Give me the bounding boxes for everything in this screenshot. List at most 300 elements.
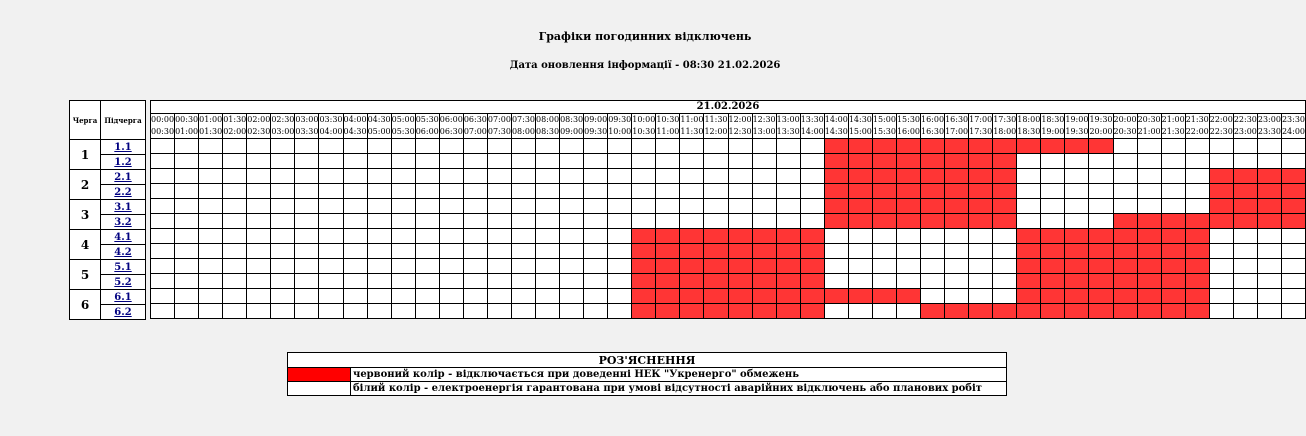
power-cell xyxy=(343,259,367,274)
slot-start: 18:30 xyxy=(1041,115,1065,124)
subqueue-link[interactable]: 2.2 xyxy=(114,186,132,198)
power-cell xyxy=(415,244,439,259)
outage-cell xyxy=(1137,289,1161,304)
outage-cell xyxy=(1257,169,1281,184)
power-cell xyxy=(1209,304,1233,319)
time-slot-header xyxy=(728,114,752,139)
slot-end: 18:00 xyxy=(993,127,1017,136)
subqueue-cell xyxy=(101,170,146,185)
slot-start: 15:00 xyxy=(872,115,896,124)
outage-cell xyxy=(1161,244,1185,259)
outage-cell xyxy=(1113,289,1137,304)
power-cell xyxy=(632,199,656,214)
power-cell xyxy=(1161,169,1185,184)
power-cell xyxy=(1257,304,1281,319)
power-cell xyxy=(872,244,896,259)
power-cell xyxy=(487,259,511,274)
power-cell xyxy=(391,229,415,244)
subqueue-cell xyxy=(101,260,146,275)
power-cell xyxy=(1137,169,1161,184)
subqueue-cell xyxy=(101,200,146,215)
power-cell xyxy=(439,139,463,154)
power-cell xyxy=(151,274,175,289)
outage-cell xyxy=(921,304,945,319)
power-cell xyxy=(511,169,535,184)
outage-cell xyxy=(1113,259,1137,274)
outage-cell xyxy=(824,169,848,184)
power-cell xyxy=(391,274,415,289)
outage-cell xyxy=(680,229,704,244)
outage-cell xyxy=(993,214,1017,229)
slot-start: 10:00 xyxy=(632,115,656,124)
power-cell xyxy=(151,229,175,244)
outage-cell xyxy=(1185,214,1209,229)
power-cell xyxy=(463,304,487,319)
outage-cell xyxy=(752,259,776,274)
power-cell xyxy=(728,169,752,184)
outage-cell xyxy=(776,259,800,274)
subqueue-link[interactable]: 3.1 xyxy=(114,201,132,213)
power-cell xyxy=(175,259,199,274)
power-cell xyxy=(560,244,584,259)
slot-start: 04:30 xyxy=(367,115,391,124)
power-cell xyxy=(391,154,415,169)
power-cell xyxy=(1185,139,1209,154)
power-cell xyxy=(1041,214,1065,229)
power-cell xyxy=(223,184,247,199)
slot-end: 13:00 xyxy=(752,127,776,136)
subqueue-link[interactable]: 4.1 xyxy=(114,231,132,243)
outage-cell xyxy=(800,289,824,304)
power-cell xyxy=(752,184,776,199)
power-cell xyxy=(199,259,223,274)
power-cell xyxy=(1137,154,1161,169)
queue-label: 4 xyxy=(70,230,101,260)
outage-cell xyxy=(776,229,800,244)
outage-cell xyxy=(824,214,848,229)
outage-cell xyxy=(1017,274,1041,289)
outage-cell xyxy=(993,169,1017,184)
power-cell xyxy=(1161,139,1185,154)
outage-cell xyxy=(800,304,824,319)
outage-cell xyxy=(1161,259,1185,274)
legend-red-text: червоний колір - відключається при доведенні НЕК "Укренерго" обмежень xyxy=(351,368,1007,382)
power-cell xyxy=(415,304,439,319)
time-slot-header xyxy=(391,114,415,139)
power-cell xyxy=(1233,244,1257,259)
power-cell xyxy=(391,199,415,214)
outage-cell xyxy=(848,214,872,229)
outage-cell xyxy=(848,289,872,304)
slot-end: 02:30 xyxy=(247,127,271,136)
power-cell xyxy=(656,214,680,229)
outage-cell xyxy=(896,214,920,229)
power-cell xyxy=(319,214,343,229)
power-cell xyxy=(993,289,1017,304)
outage-cell xyxy=(800,229,824,244)
power-cell xyxy=(247,244,271,259)
time-slot-header xyxy=(536,114,560,139)
queue-label: 2 xyxy=(70,170,101,200)
power-cell xyxy=(247,199,271,214)
power-cell xyxy=(1281,154,1305,169)
power-cell xyxy=(728,184,752,199)
power-cell xyxy=(752,169,776,184)
slot-start: 12:00 xyxy=(728,115,752,124)
slot-start: 00:30 xyxy=(175,115,199,124)
time-slot-header xyxy=(415,114,439,139)
power-cell xyxy=(1137,199,1161,214)
power-cell xyxy=(319,184,343,199)
power-cell xyxy=(319,169,343,184)
outage-cell xyxy=(1209,214,1233,229)
outage-cell xyxy=(848,199,872,214)
outage-cell xyxy=(776,289,800,304)
power-cell xyxy=(463,274,487,289)
power-cell xyxy=(824,244,848,259)
outage-cell xyxy=(993,304,1017,319)
outage-cell xyxy=(896,154,920,169)
power-cell xyxy=(848,274,872,289)
outage-cell xyxy=(1161,214,1185,229)
power-cell xyxy=(367,169,391,184)
slot-start: 21:00 xyxy=(1161,115,1185,124)
outage-cell xyxy=(632,304,656,319)
power-cell xyxy=(439,274,463,289)
power-cell xyxy=(536,199,560,214)
slot-start: 14:00 xyxy=(824,115,848,124)
slot-end: 17:30 xyxy=(969,127,993,136)
slot-end: 00:30 xyxy=(151,127,175,136)
power-cell xyxy=(439,229,463,244)
outage-cell xyxy=(1113,244,1137,259)
outage-cell xyxy=(872,289,896,304)
outage-cell xyxy=(1065,139,1089,154)
power-cell xyxy=(656,184,680,199)
outage-cell xyxy=(752,274,776,289)
outage-cell xyxy=(1161,304,1185,319)
outage-cell xyxy=(1185,274,1209,289)
power-cell xyxy=(584,289,608,304)
outage-cell xyxy=(728,274,752,289)
time-slot-header xyxy=(1185,114,1209,139)
slot-end: 03:00 xyxy=(271,127,295,136)
subqueue-cell xyxy=(101,305,146,320)
queue-label: 6 xyxy=(70,290,101,320)
power-cell xyxy=(1017,199,1041,214)
power-cell xyxy=(343,139,367,154)
power-cell xyxy=(343,184,367,199)
power-cell xyxy=(656,199,680,214)
time-slot-header xyxy=(872,114,896,139)
power-cell xyxy=(1137,184,1161,199)
outage-cell xyxy=(1041,274,1065,289)
power-cell xyxy=(487,169,511,184)
outage-cell xyxy=(921,139,945,154)
slot-start: 07:00 xyxy=(487,115,511,124)
power-cell xyxy=(439,289,463,304)
time-slot-header xyxy=(584,114,608,139)
power-cell xyxy=(560,304,584,319)
outage-cell xyxy=(680,289,704,304)
power-cell xyxy=(1281,274,1305,289)
outage-cell xyxy=(1113,214,1137,229)
power-cell xyxy=(175,289,199,304)
outage-cell xyxy=(728,229,752,244)
outage-cell xyxy=(752,244,776,259)
power-cell xyxy=(487,304,511,319)
subqueue-cell xyxy=(101,140,146,155)
power-cell xyxy=(1065,169,1089,184)
outage-cell xyxy=(680,274,704,289)
power-cell xyxy=(1161,154,1185,169)
power-cell xyxy=(584,229,608,244)
power-cell xyxy=(247,229,271,244)
slot-start: 19:00 xyxy=(1065,115,1089,124)
outage-cell xyxy=(752,304,776,319)
outage-cell xyxy=(945,199,969,214)
power-cell xyxy=(680,139,704,154)
power-cell xyxy=(247,259,271,274)
outage-cell xyxy=(969,154,993,169)
outage-cell xyxy=(848,169,872,184)
power-cell xyxy=(151,214,175,229)
outage-cell xyxy=(656,289,680,304)
time-slot-header xyxy=(199,114,223,139)
power-cell xyxy=(247,289,271,304)
outage-cell xyxy=(704,304,728,319)
subqueue-link[interactable]: 4.2 xyxy=(114,246,132,258)
subqueue-link[interactable]: 6.1 xyxy=(114,291,132,303)
power-cell xyxy=(824,259,848,274)
slot-end: 01:30 xyxy=(199,127,223,136)
power-cell xyxy=(511,214,535,229)
power-cell xyxy=(800,154,824,169)
outage-cell xyxy=(1065,259,1089,274)
power-cell xyxy=(247,214,271,229)
outage-cell xyxy=(945,139,969,154)
subqueue-link[interactable]: 6.2 xyxy=(114,306,132,318)
time-slot-header xyxy=(824,114,848,139)
power-cell xyxy=(800,139,824,154)
outage-cell xyxy=(824,199,848,214)
power-cell xyxy=(511,229,535,244)
power-cell xyxy=(271,274,295,289)
slot-end: 06:30 xyxy=(439,127,463,136)
power-cell xyxy=(463,289,487,304)
slot-start: 13:30 xyxy=(800,115,824,124)
slot-start: 03:00 xyxy=(295,115,319,124)
outage-cell xyxy=(993,154,1017,169)
power-cell xyxy=(319,259,343,274)
slot-end: 04:30 xyxy=(343,127,367,136)
power-cell xyxy=(608,154,632,169)
outage-cell xyxy=(1089,259,1113,274)
time-slot-header xyxy=(993,114,1017,139)
power-cell xyxy=(1281,139,1305,154)
power-cell xyxy=(247,304,271,319)
power-cell xyxy=(247,139,271,154)
power-cell xyxy=(439,304,463,319)
power-cell xyxy=(271,244,295,259)
power-cell xyxy=(945,229,969,244)
power-cell xyxy=(824,274,848,289)
power-cell xyxy=(896,244,920,259)
outage-cell xyxy=(632,274,656,289)
outage-cell xyxy=(848,184,872,199)
power-cell xyxy=(656,139,680,154)
slot-end: 08:30 xyxy=(536,127,560,136)
outage-cell xyxy=(1209,184,1233,199)
time-slot-header xyxy=(439,114,463,139)
outage-cell xyxy=(1257,214,1281,229)
power-cell xyxy=(704,154,728,169)
outage-cell xyxy=(824,184,848,199)
slot-end: 15:30 xyxy=(872,127,896,136)
time-slot-header xyxy=(367,114,391,139)
outage-cell xyxy=(1041,304,1065,319)
outage-cell xyxy=(1041,229,1065,244)
power-cell xyxy=(584,169,608,184)
time-slot-header xyxy=(295,114,319,139)
subqueue-cell xyxy=(101,230,146,245)
power-cell xyxy=(463,169,487,184)
outage-cell xyxy=(872,184,896,199)
power-cell xyxy=(560,214,584,229)
power-cell xyxy=(295,259,319,274)
power-cell xyxy=(415,259,439,274)
time-slot-header xyxy=(247,114,271,139)
power-cell xyxy=(199,289,223,304)
power-cell xyxy=(175,199,199,214)
time-slot-header xyxy=(1233,114,1257,139)
outage-cell xyxy=(632,259,656,274)
outage-cell xyxy=(945,184,969,199)
power-cell xyxy=(704,169,728,184)
outage-cell xyxy=(945,169,969,184)
outage-cell xyxy=(1089,304,1113,319)
power-cell xyxy=(560,139,584,154)
slot-start: 00:00 xyxy=(151,115,175,124)
outage-cell xyxy=(872,199,896,214)
power-cell xyxy=(536,244,560,259)
outage-cell xyxy=(704,259,728,274)
outage-cell xyxy=(1185,259,1209,274)
subqueue-cell xyxy=(101,290,146,305)
slot-end: 18:30 xyxy=(1017,127,1041,136)
slot-end: 24:00 xyxy=(1281,127,1305,136)
outage-cell xyxy=(656,259,680,274)
power-cell xyxy=(728,214,752,229)
outage-cell xyxy=(800,274,824,289)
power-cell xyxy=(1113,169,1137,184)
power-cell xyxy=(271,304,295,319)
slot-end: 17:00 xyxy=(945,127,969,136)
power-cell xyxy=(560,199,584,214)
power-cell xyxy=(800,214,824,229)
outage-cell xyxy=(704,274,728,289)
power-cell xyxy=(1257,154,1281,169)
power-cell xyxy=(608,229,632,244)
slot-end: 22:00 xyxy=(1185,127,1209,136)
power-cell xyxy=(1065,199,1089,214)
power-cell xyxy=(151,184,175,199)
outage-cell xyxy=(1137,229,1161,244)
slot-start: 06:30 xyxy=(463,115,487,124)
power-cell xyxy=(608,244,632,259)
power-cell xyxy=(151,169,175,184)
subqueue-link[interactable]: 5.2 xyxy=(114,276,132,288)
slot-start: 20:30 xyxy=(1137,115,1161,124)
time-slot-header xyxy=(151,114,175,139)
time-slot-header xyxy=(632,114,656,139)
power-cell xyxy=(969,274,993,289)
outage-cell xyxy=(1113,274,1137,289)
outage-cell xyxy=(1017,289,1041,304)
power-cell xyxy=(1089,214,1113,229)
outage-cell xyxy=(1185,229,1209,244)
power-cell xyxy=(1041,184,1065,199)
power-cell xyxy=(415,139,439,154)
subqueue-link[interactable]: 2.1 xyxy=(114,171,132,183)
slot-start: 16:00 xyxy=(921,115,945,124)
subqueue-link[interactable]: 5.1 xyxy=(114,261,132,273)
power-cell xyxy=(367,199,391,214)
time-slot-header xyxy=(1041,114,1065,139)
power-cell xyxy=(536,139,560,154)
queue-header: Черга xyxy=(70,101,101,140)
outage-cell xyxy=(1065,274,1089,289)
power-cell xyxy=(271,199,295,214)
power-cell xyxy=(295,184,319,199)
outage-cell xyxy=(993,199,1017,214)
power-cell xyxy=(945,289,969,304)
slot-start: 12:30 xyxy=(752,115,776,124)
power-cell xyxy=(848,229,872,244)
power-cell xyxy=(921,244,945,259)
outage-cell xyxy=(728,304,752,319)
power-cell xyxy=(295,304,319,319)
power-cell xyxy=(945,274,969,289)
power-cell xyxy=(560,169,584,184)
power-cell xyxy=(271,229,295,244)
power-cell xyxy=(151,304,175,319)
slot-end: 01:00 xyxy=(175,127,199,136)
power-cell xyxy=(896,274,920,289)
power-cell xyxy=(993,244,1017,259)
subqueue-link[interactable]: 1.2 xyxy=(114,156,132,168)
power-cell xyxy=(439,214,463,229)
slot-end: 02:00 xyxy=(223,127,247,136)
subqueue-link[interactable]: 3.2 xyxy=(114,216,132,228)
power-cell xyxy=(1065,214,1089,229)
power-cell xyxy=(319,229,343,244)
time-slot-header xyxy=(921,114,945,139)
outage-cell xyxy=(800,244,824,259)
subqueue-link[interactable]: 1.1 xyxy=(114,141,132,153)
time-slot-header xyxy=(1113,114,1137,139)
outage-cell xyxy=(872,139,896,154)
power-cell xyxy=(439,184,463,199)
slot-start: 08:00 xyxy=(536,115,560,124)
power-cell xyxy=(1281,229,1305,244)
power-cell xyxy=(343,199,367,214)
power-cell xyxy=(800,169,824,184)
slot-start: 07:30 xyxy=(511,115,535,124)
power-cell xyxy=(872,229,896,244)
power-cell xyxy=(223,154,247,169)
outage-cell xyxy=(921,214,945,229)
